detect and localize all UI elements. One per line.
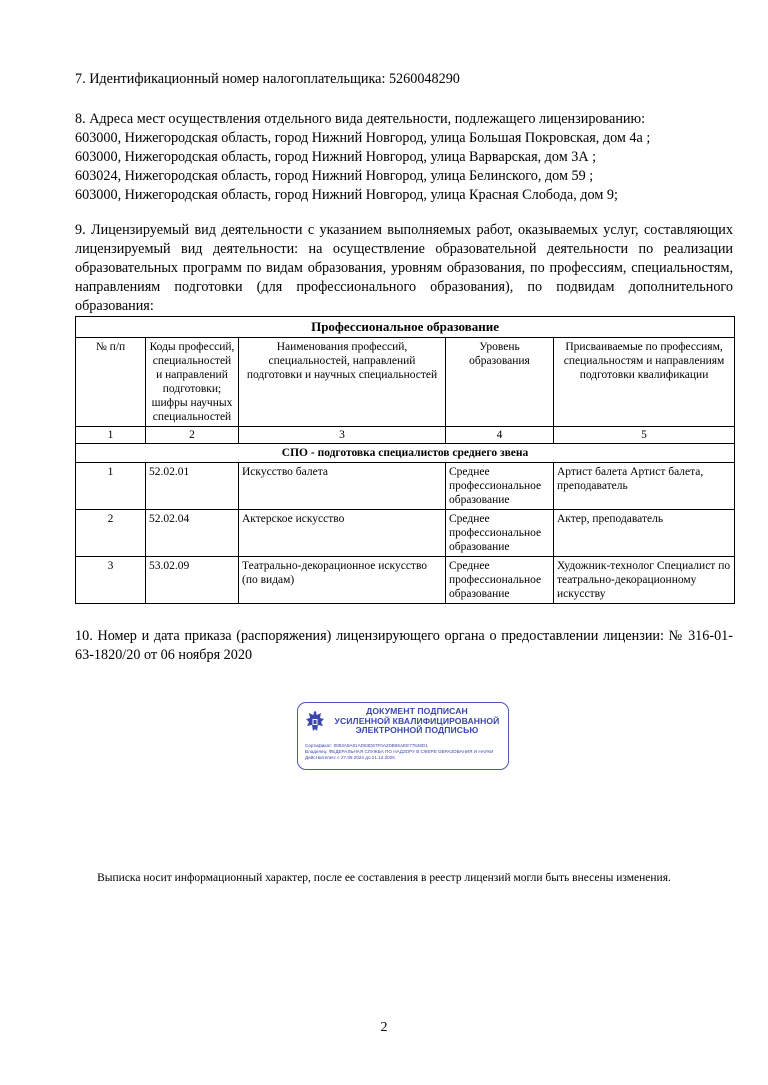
table-subheading: СПО - подготовка специалистов среднего звена (76, 444, 735, 463)
address-line: 603000, Нижегородская область, город Нижний Новгород, улица Красная Слобода, дом 9; (75, 187, 618, 203)
table-header-row (76, 338, 735, 427)
column-number: 4 (446, 427, 554, 444)
education-level: Среднее профессиональное образование (446, 557, 554, 604)
order-section: 10. Номер и дата приказа (распоряжения) лицензирующего органа о предоставлении лицензии: № 316-01-63-1820/20 от 06 ноября 2020 (75, 628, 733, 663)
activity-section: 9. Лицензируемый вид деятельности с указанием выполняемых работ, оказываемых услуг, составляющих лицензируемый вид деятельности: на осуществление образовательной деятельности по реализации образовательных программ по видам образования, уровням образования, по профессиям, специальностям, направлениям подготовки (для профессионального образования), по подвидам дополнительного образования: (75, 222, 733, 314)
stamp-owner: Владелец: ФЕДЕРАЛЬНАЯ СЛУЖБА ПО НАДЗОРУ В СФЕРЕ ОБРАЗОВАНИЯ И НАУКИ (305, 749, 494, 754)
coat-of-arms-icon (304, 710, 326, 734)
column-number: 1 (76, 427, 146, 444)
column-header: Коды профессий, специальностей и направлений подготовки; шифры научных специальностей (146, 338, 239, 427)
electronic-signature-stamp (297, 702, 509, 770)
taxpayer-id-section: 7. Идентификационный номер налогоплательщика: 5260048290 (75, 71, 460, 87)
specialty-name: Искусство балета (239, 463, 446, 510)
education-level: Среднее профессиональное образование (446, 510, 554, 557)
row-number: 1 (76, 463, 146, 510)
qualification: Артист балета Артист балета, преподаватель (554, 463, 735, 510)
specialty-name: Театрально-декорационное искусство (по видам) (239, 557, 446, 604)
column-header: Уровень образования (446, 338, 554, 427)
specialty-code: 52.02.04 (146, 510, 239, 557)
column-number: 3 (239, 427, 446, 444)
column-header: Присваиваемые по профессиям, специальностям и направлениям подготовки квалификации (554, 338, 735, 427)
stamp-title (332, 707, 502, 736)
column-number: 5 (554, 427, 735, 444)
column-header: № п/п (76, 338, 146, 427)
table-title: Профессиональное образование (76, 317, 735, 338)
license-table (75, 316, 735, 604)
qualification: Актер, преподаватель (554, 510, 735, 557)
stamp-validity: Действителен: с 27.09.2024 до 21.12.2025 (305, 755, 395, 760)
address-line: 603000, Нижегородская область, город Нижний Новгород, улица Большая Покровская, дом 4а ; (75, 130, 651, 146)
specialty-code: 53.02.09 (146, 557, 239, 604)
row-number: 3 (76, 557, 146, 604)
specialty-name: Актерское искусство (239, 510, 446, 557)
education-level: Среднее профессиональное образование (446, 463, 554, 510)
column-number: 2 (146, 427, 239, 444)
address-line: 603000, Нижегородская область, город Нижний Новгород, улица Варварская, дом 3А ; (75, 149, 597, 165)
address-line: 603024, Нижегородская область, город Нижний Новгород, улица Белинского, дом 59 ; (75, 168, 594, 184)
page-number: 2 (380, 1020, 388, 1035)
stamp-certificate: Сертификат: 0083A9A81AD63D67F0A2DB66AEE77526D1 (305, 743, 428, 748)
specialty-code: 52.02.01 (146, 463, 239, 510)
table-row (76, 557, 735, 604)
table-row (76, 463, 735, 510)
stamp-title-line: УСИЛЕННОЙ КВАЛИФИЦИРОВАННОЙ (334, 715, 500, 726)
footer-note: Выписка носит информационный характер, после ее составления в реестр лицензий могли быть внесены изменения. (97, 872, 671, 884)
column-header: Наименования профессий, специальностей, направлений подготовки и научных специальностей (239, 338, 446, 427)
addresses-section (75, 110, 733, 205)
qualification: Художник-технолог Специалист по театрально-декорационному искусству (554, 557, 735, 604)
row-number: 2 (76, 510, 146, 557)
stamp-title-line: ЭЛЕКТРОННОЙ ПОДПИСЬЮ (355, 725, 479, 735)
stamp-title-line: ДОКУМЕНТ ПОДПИСАН (366, 706, 468, 716)
table-row (76, 510, 735, 557)
addresses-heading: 8. Адреса мест осуществления отдельного вида деятельности, подлежащего лицензированию: (75, 111, 646, 127)
column-number-row (76, 427, 735, 444)
